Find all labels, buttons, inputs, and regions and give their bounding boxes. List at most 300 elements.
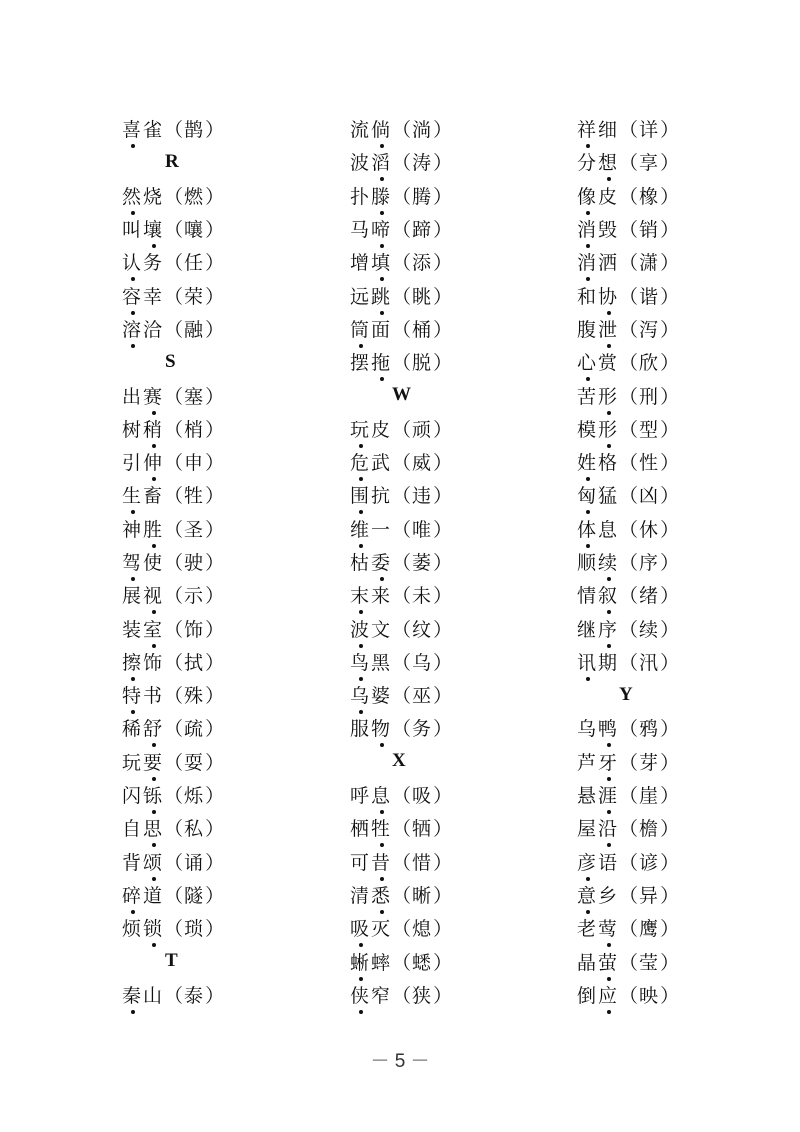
open-paren: （ [164, 718, 185, 741]
correct-char: 檐 [639, 818, 661, 841]
correct-char: 唯 [412, 518, 434, 541]
section-header [122, 345, 322, 378]
open-paren: （ [164, 485, 185, 508]
section-letter: X [392, 750, 406, 772]
word-character: 猛 [598, 485, 620, 508]
open-paren: （ [392, 518, 413, 541]
close-paren: ） [205, 851, 226, 874]
close-paren: ） [433, 585, 454, 608]
close-paren: ） [433, 951, 454, 974]
correct-char: 疏 [184, 718, 206, 741]
misspelled-word [350, 948, 392, 975]
section-header [122, 145, 322, 178]
correct-char: 驶 [184, 552, 206, 574]
word-entry [350, 845, 550, 878]
open-paren: （ [619, 851, 640, 874]
open-paren: （ [392, 152, 413, 175]
word-entry [577, 212, 777, 245]
word-entry [577, 811, 777, 844]
erroneous-character: 颂 [143, 848, 164, 875]
misspelled-word [577, 981, 619, 1008]
correct-char: 添 [412, 252, 434, 275]
erroneous-character: 舒 [143, 714, 164, 741]
word-entry [350, 645, 550, 678]
close-paren: ） [205, 918, 226, 941]
word-entry [350, 345, 550, 378]
word-entry [122, 678, 322, 711]
open-paren: （ [164, 185, 185, 208]
erroneous-character: 鸟 [350, 648, 371, 675]
close-paren: ） [660, 651, 681, 674]
correct-char: 牺 [412, 818, 434, 841]
word-entry [350, 578, 550, 611]
word-entry [122, 878, 322, 911]
misspelled-word [577, 914, 619, 941]
word-entry [122, 845, 322, 878]
word-character: 蟀 [371, 951, 393, 974]
close-paren: ） [660, 751, 681, 774]
erroneous-character: 萤 [598, 948, 619, 975]
close-paren: ） [433, 185, 454, 208]
erroneous-character: 玩 [350, 415, 371, 442]
misspelled-word [122, 282, 164, 309]
correct-char: 诵 [184, 851, 206, 874]
word-entry [350, 512, 550, 545]
close-paren: ） [205, 618, 226, 641]
misspelled-word [122, 648, 164, 675]
correct-char: 圣 [184, 518, 206, 541]
erroneous-character: 牙 [598, 748, 619, 775]
misspelled-word [577, 115, 619, 142]
correct-char: 蹄 [412, 219, 434, 242]
misspelled-word [122, 415, 164, 442]
open-paren: （ [392, 252, 413, 275]
word-entry [577, 878, 777, 911]
open-paren: （ [392, 185, 413, 208]
word-entry [350, 412, 550, 445]
close-paren: ） [433, 918, 454, 941]
erroneous-character: 匈 [577, 481, 598, 508]
correct-char: 萎 [412, 552, 434, 574]
open-paren: （ [619, 585, 640, 608]
misspelled-word [122, 881, 164, 908]
close-paren: ） [205, 485, 226, 508]
close-paren: ） [205, 884, 226, 907]
correct-char: 莹 [639, 951, 661, 974]
close-paren: ） [205, 219, 226, 242]
word-entry [577, 312, 777, 345]
misspelled-word [122, 981, 164, 1008]
open-paren: （ [619, 152, 640, 175]
open-paren: （ [392, 219, 413, 242]
erroneous-character: 啼 [371, 215, 392, 242]
word-character: 玩 [122, 751, 144, 774]
erroneous-character: 危 [350, 448, 371, 475]
erroneous-character: 侠 [350, 981, 371, 1008]
word-character: 赏 [598, 352, 620, 375]
word-character: 洒 [598, 252, 620, 275]
column-2 [350, 112, 550, 1011]
correct-char: 任 [184, 252, 206, 275]
misspelled-word [350, 814, 392, 841]
close-paren: ） [660, 585, 681, 608]
erroneous-character: 围 [350, 481, 371, 508]
misspelled-word [122, 615, 164, 642]
open-paren: （ [164, 818, 185, 841]
open-paren: （ [619, 119, 640, 142]
misspelled-word [350, 881, 392, 908]
correct-char: 鸦 [639, 718, 661, 741]
open-paren: （ [164, 385, 185, 408]
correct-char: 欣 [639, 352, 661, 375]
misspelled-word [122, 115, 164, 142]
word-entry [350, 611, 550, 644]
word-entry [577, 278, 777, 311]
open-paren: （ [164, 785, 185, 808]
word-entry [122, 245, 322, 278]
close-paren: ） [433, 119, 454, 142]
close-paren: ） [660, 418, 681, 441]
word-entry [577, 711, 777, 744]
word-character: 波 [350, 152, 372, 175]
word-entry [577, 445, 777, 478]
word-character: 期 [598, 651, 620, 674]
word-entry [122, 212, 322, 245]
close-paren: ） [433, 219, 454, 242]
misspelled-word [350, 848, 392, 875]
erroneous-character: 昔 [371, 848, 392, 875]
close-paren: ） [205, 385, 226, 408]
word-character: 和 [577, 285, 599, 308]
misspelled-word [577, 814, 619, 841]
close-paren: ） [433, 285, 454, 308]
erroneous-character: 姓 [577, 448, 598, 475]
word-entry [577, 645, 777, 678]
close-paren: ） [205, 651, 226, 674]
erroneous-character: 叙 [598, 581, 619, 608]
open-paren: （ [619, 785, 640, 808]
open-paren: （ [619, 418, 640, 441]
close-paren: ） [205, 552, 226, 574]
close-paren: ） [433, 552, 454, 574]
erroneous-character: 生 [122, 481, 143, 508]
word-entry [577, 512, 777, 545]
misspelled-word [122, 581, 164, 608]
misspelled-word [122, 515, 164, 542]
erroneous-character: 物 [371, 714, 392, 741]
close-paren: ） [660, 252, 681, 275]
word-character: 烦 [122, 918, 144, 941]
erroneous-character: 铄 [143, 781, 164, 808]
close-paren: ） [660, 984, 681, 1007]
erroneous-character: 像 [577, 182, 598, 209]
word-entry [122, 578, 322, 611]
erroneous-character: 视 [143, 581, 164, 608]
erroneous-character: 形 [598, 382, 619, 409]
open-paren: （ [619, 318, 640, 341]
misspelled-word [350, 448, 392, 475]
misspelled-word [577, 315, 619, 342]
misspelled-word [350, 182, 392, 209]
erroneous-character: 乌 [350, 681, 371, 708]
misspelled-word [350, 548, 392, 575]
word-entry [577, 145, 777, 178]
misspelled-word [577, 881, 619, 908]
open-paren: （ [619, 285, 640, 308]
misspelled-word [577, 515, 619, 542]
word-character: 模 [577, 418, 599, 441]
word-character: 自 [122, 818, 144, 841]
misspelled-word [122, 681, 164, 708]
close-paren: ） [660, 152, 681, 175]
correct-char: 耍 [184, 751, 206, 774]
word-character: 晶 [577, 951, 599, 974]
erroneous-character: 赛 [143, 382, 164, 409]
word-entry [122, 478, 322, 511]
correct-char: 鹰 [639, 918, 661, 941]
open-paren: （ [164, 751, 185, 774]
correct-char: 蟋 [412, 951, 434, 974]
word-character: 洽 [143, 318, 165, 341]
erroneous-character: 委 [371, 548, 392, 575]
misspelled-word [577, 248, 619, 275]
open-paren: （ [619, 918, 640, 941]
open-paren: （ [164, 219, 185, 242]
erroneous-character: 形 [598, 415, 619, 442]
word-entry [122, 179, 322, 212]
word-entry [122, 112, 322, 145]
word-character: 语 [598, 851, 620, 874]
column-1 [122, 112, 322, 1011]
misspelled-word [122, 714, 164, 741]
open-paren: （ [164, 119, 185, 142]
open-paren: （ [619, 185, 640, 208]
word-character: 马 [350, 219, 372, 242]
close-paren: ） [433, 984, 454, 1007]
erroneous-character: 伸 [143, 448, 164, 475]
word-character: 皮 [598, 185, 620, 208]
close-paren: ） [660, 618, 681, 641]
close-paren: ） [660, 119, 681, 142]
word-character: 畜 [143, 485, 165, 508]
close-paren: ） [433, 518, 454, 541]
correct-char: 燃 [184, 185, 206, 208]
misspelled-word [577, 448, 619, 475]
word-character: 皮 [371, 418, 393, 441]
close-paren: ） [433, 785, 454, 808]
word-entry [577, 778, 777, 811]
word-character: 老 [577, 918, 599, 941]
correct-char: 惜 [412, 851, 434, 874]
close-paren: ） [205, 418, 226, 441]
misspelled-word [350, 515, 392, 542]
erroneous-character: 室 [143, 615, 164, 642]
open-paren: （ [164, 851, 185, 874]
open-paren: （ [392, 918, 413, 941]
word-character: 栖 [350, 818, 372, 841]
word-character: 格 [598, 452, 620, 475]
open-paren: （ [392, 452, 413, 475]
correct-char: 嚷 [184, 219, 206, 242]
correct-char: 拭 [184, 651, 206, 674]
erroneous-character: 续 [598, 548, 619, 575]
open-paren: （ [392, 851, 413, 874]
erroneous-character: 泄 [598, 315, 619, 342]
erroneous-character: 碎 [122, 881, 143, 908]
word-entry [350, 278, 550, 311]
section-header [350, 745, 550, 778]
word-entry [577, 412, 777, 445]
word-character: 枯 [350, 552, 372, 574]
word-character: 面 [371, 318, 393, 341]
misspelled-word [577, 282, 619, 309]
open-paren: （ [619, 951, 640, 974]
correct-char: 梢 [184, 418, 206, 441]
word-entry [122, 978, 322, 1011]
correct-char: 荣 [184, 285, 206, 308]
word-character: 细 [598, 119, 620, 142]
misspelled-word [350, 648, 392, 675]
word-character: 乌 [577, 718, 599, 741]
word-character: 来 [371, 585, 393, 608]
word-entry [350, 978, 550, 1011]
correct-char: 申 [184, 452, 206, 475]
misspelled-word [350, 981, 392, 1008]
word-entry [122, 711, 322, 744]
word-entry [122, 412, 322, 445]
open-paren: （ [619, 618, 640, 641]
word-character: 情 [577, 585, 599, 608]
correct-char: 泰 [184, 984, 206, 1007]
word-entry [350, 911, 550, 944]
correct-char: 殊 [184, 685, 206, 708]
close-paren: ） [660, 518, 681, 541]
word-entry [350, 179, 550, 212]
erroneous-character: 擦 [122, 648, 143, 675]
erroneous-character: 消 [577, 215, 598, 242]
erroneous-character: 滔 [371, 148, 392, 175]
open-paren: （ [392, 418, 413, 441]
correct-char: 脱 [412, 352, 434, 375]
correct-char: 涛 [412, 152, 434, 175]
misspelled-word [122, 481, 164, 508]
erroneous-character: 滕 [371, 182, 392, 209]
close-paren: ） [660, 785, 681, 808]
erroneous-character: 壤 [143, 215, 164, 242]
correct-char: 琐 [184, 918, 206, 941]
word-entry [350, 245, 550, 278]
open-paren: （ [392, 585, 413, 608]
open-paren: （ [392, 485, 413, 508]
correct-char: 型 [639, 418, 661, 441]
misspelled-word [122, 748, 164, 775]
word-character: 幸 [143, 285, 165, 308]
erroneous-character: 认 [122, 248, 143, 275]
open-paren: （ [392, 552, 413, 574]
erroneous-character: 筒 [350, 315, 371, 342]
correct-char: 违 [412, 485, 434, 508]
close-paren: ） [433, 718, 454, 741]
open-paren: （ [619, 718, 640, 741]
close-paren: ） [433, 352, 454, 375]
word-character: 文 [371, 618, 393, 641]
word-character: 远 [350, 285, 372, 308]
close-paren: ） [660, 318, 681, 341]
correct-char: 示 [184, 585, 206, 608]
close-paren: ） [205, 718, 226, 741]
correct-char: 芽 [639, 751, 661, 774]
misspelled-word [122, 814, 164, 841]
close-paren: ） [660, 718, 681, 741]
close-paren: ） [660, 851, 681, 874]
word-entry [122, 778, 322, 811]
misspelled-word [350, 781, 392, 808]
erroneous-character: 牲 [371, 814, 392, 841]
correct-char: 销 [639, 219, 661, 242]
open-paren: （ [164, 618, 185, 641]
word-entry [122, 445, 322, 478]
word-entry [350, 811, 550, 844]
misspelled-word [350, 714, 392, 741]
misspelled-word [122, 248, 164, 275]
correct-char: 享 [639, 152, 661, 175]
erroneous-character: 溶 [122, 315, 143, 342]
close-paren: ） [205, 984, 226, 1007]
close-paren: ） [660, 884, 681, 907]
misspelled-word [577, 615, 619, 642]
misspelled-word [577, 348, 619, 375]
word-entry [122, 512, 322, 545]
misspelled-word [122, 914, 164, 941]
correct-char: 崖 [639, 785, 661, 808]
open-paren: （ [619, 984, 640, 1007]
close-paren: ） [205, 685, 226, 708]
word-entry [122, 545, 322, 578]
section-header [122, 944, 322, 977]
correct-char: 详 [639, 119, 661, 142]
correct-char: 饰 [184, 618, 206, 641]
word-entry [122, 378, 322, 411]
erroneous-character: 填 [371, 248, 392, 275]
correct-char: 橡 [639, 185, 661, 208]
open-paren: （ [164, 418, 185, 441]
close-paren: ） [433, 651, 454, 674]
misspelled-word [122, 848, 164, 875]
correct-char: 汛 [639, 651, 661, 674]
correct-char: 续 [639, 618, 661, 641]
correct-char: 序 [639, 552, 661, 574]
correct-char: 纹 [412, 618, 434, 641]
word-character: 灭 [371, 918, 393, 941]
correct-char: 私 [184, 818, 206, 841]
erroneous-character: 讯 [577, 648, 598, 675]
erroneous-character: 体 [577, 515, 598, 542]
word-character: 一 [371, 518, 393, 541]
word-entry [122, 645, 322, 678]
close-paren: ） [433, 618, 454, 641]
misspelled-word [122, 215, 164, 242]
word-entry [577, 112, 777, 145]
misspelled-word [350, 248, 392, 275]
word-character: 树 [122, 418, 144, 441]
close-paren: ） [660, 219, 681, 242]
close-paren: ） [433, 418, 454, 441]
correct-char: 塞 [184, 385, 206, 408]
close-paren: ） [660, 918, 681, 941]
open-paren: （ [164, 884, 185, 907]
word-entry [350, 312, 550, 345]
open-paren: （ [164, 452, 185, 475]
